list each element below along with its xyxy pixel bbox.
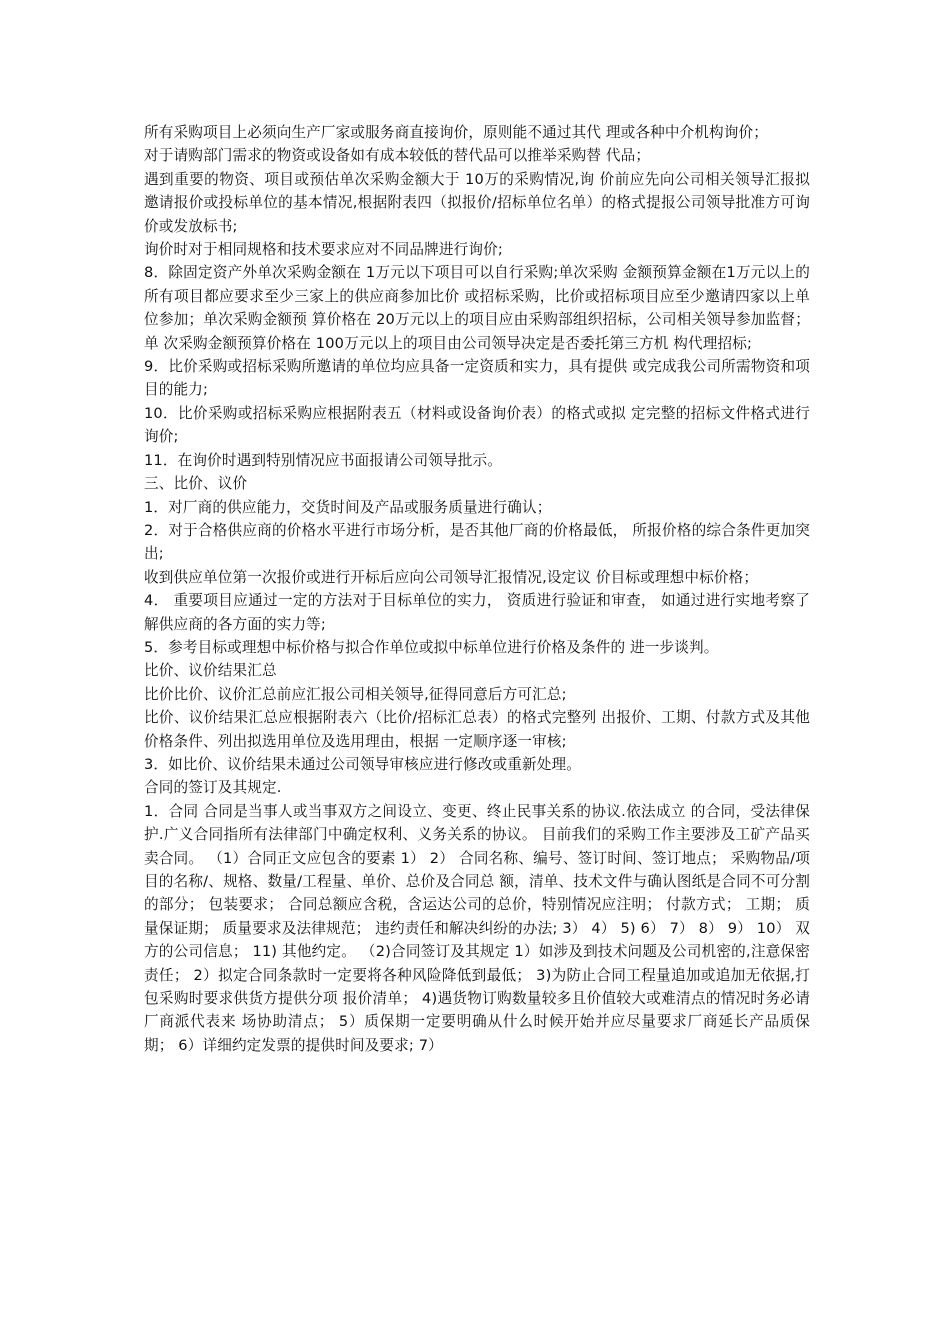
section-heading: 合同的签订及其规定. bbox=[144, 779, 282, 797]
paragraph: 2．对于合格供应商的价格水平进行市场分析，是否其他厂商的价格最低， 所报价格的综合条件更加突出; bbox=[144, 521, 810, 563]
paragraph: 收到供应单位第一次报价或进行开标后应向公司领导汇报情况,设定议 价目标或理想中标价格； bbox=[144, 568, 759, 586]
section-heading: 三、比价、议价 bbox=[144, 475, 248, 493]
paragraph: 所有采购项目上必须向生产厂家或服务商直接询价，原则能不通过其代 理或各种中介机构询价； bbox=[144, 124, 769, 141]
paragraph: 比价、议价结果汇总应根据附表六（比价/招标汇总表）的格式完整列 出报价、工期、付款方式及其他价格条件、列出拟选用单位及选用理由，根据 一定顺序逐一审核; bbox=[144, 709, 810, 750]
paragraph: 对于请购部门需求的物资或设备如有成本较低的替代品可以推举采购替 代品； bbox=[144, 147, 651, 165]
document-body bbox=[144, 121, 810, 1057]
paragraph: 比价比价、议价汇总前应汇报公司相关领导,征得同意后方可汇总; bbox=[144, 685, 567, 703]
paragraph: 3．如比价、议价结果未通过公司领导审核应进行修改或重新处理。 bbox=[144, 755, 582, 773]
section-heading: 比价、议价结果汇总 bbox=[144, 662, 277, 680]
paragraph: 5．参考目标或理想中标价格与拟合作单位或拟中标单位进行价格及条件的 进一步谈判。 bbox=[144, 638, 719, 656]
paragraph: 4． 重要项目应通过一定的方法对于目标单位的实力， 资质进行验证和审查， 如通过进行实地考察了解供应商的各方面的实力等; bbox=[144, 592, 810, 633]
paragraph: 遇到重要的物资、项目或预估单次采购金额大于 10万的采购情况,询 价前应先向公司相关领导汇报拟邀请报价或投标单位的基本情况,根据附表四（拟报价/招标单位名单）的格式提报公司领导批准方可询价或发放标书; bbox=[144, 170, 810, 235]
paragraph: 1．对厂商的供应能力，交货时间及产品或服务质量进行确认； bbox=[144, 498, 552, 516]
paragraph: 11．在询价时遇到特别情况应书面报请公司领导批示。 bbox=[144, 451, 502, 469]
paragraph: 9．比价采购或招标采购所邀请的单位均应具备一定资质和实力，具有提供 或完成我公司所需物资和项目的能力; bbox=[144, 358, 810, 399]
paragraph: 10．比价采购或招标采购应根据附表五（材料或设备询价表）的格式或拟 定完整的招标文件格式进行询价; bbox=[144, 404, 810, 446]
paragraph: 8．除固定资产外单次采购金额在 1万元以下项目可以自行采购;单次采购 金额预算金额在1万元以上的所有项目都应要求至少三家上的供应商参加比价 或招标采购，比价或招标项目应至少邀请四家以上单位参加；单次采购金额预 算价格在 20万元以上的项目应由采购部组织招标，公司相关领导参加监督；单 次采购金额预算价格在 100万元以上的项目由公司领导决定是否委托第三方机 构代理招标; bbox=[144, 264, 810, 352]
paragraph: 询价时对于相同规格和技术要求应对不同品牌进行询价; bbox=[144, 241, 503, 259]
paragraph: 1．合同 合同是当事人或当事双方之间设立、变更、终止民事关系的协议.依法成立 的合同，受法律保护.广义合同指所有法律部门中确定权利、义务关系的协议。 目前我们的采购工作主要涉及工矿产品买卖合同。 （1）合同正文应包含的要素 1） 2） 合同名称、编号、签订时间、签订地点； 采购物品/项目的名称/、规格、数量/工程量、单价、总价及合同总 额，清单、技术文件与确认图纸是合同不可分割的部分； 包装要求； 合同总额应含税，含运达公司的总价，特别情况应注明； 付款方式； 工期； 质量保证期； 质量要求及法律规范； 违约责任和解决纠纷的办法; 3） 4） 5) 6） 7） 8） 9） 10） 双方的公司信息； 11) 其他约定。 （2)合同签订及其规定 1）如涉及到技术问题及公司机密的,注意保密责任； 2）拟定合同条款时一定要将各种风险降低到最低； 3)为防止合同工程量追加或追加无依据,打包采购时要求供货方提供分项 报价清单； 4)遇货物订购数量较多且价值较大或难清点的情况时务必请厂商派代表来 场协助清点； 5）质保期一定要明确从什么时候开始并应尽量要求厂商延长产品质保期； 6）详细约定发票的提供时间及要求; 7） bbox=[144, 802, 810, 1054]
